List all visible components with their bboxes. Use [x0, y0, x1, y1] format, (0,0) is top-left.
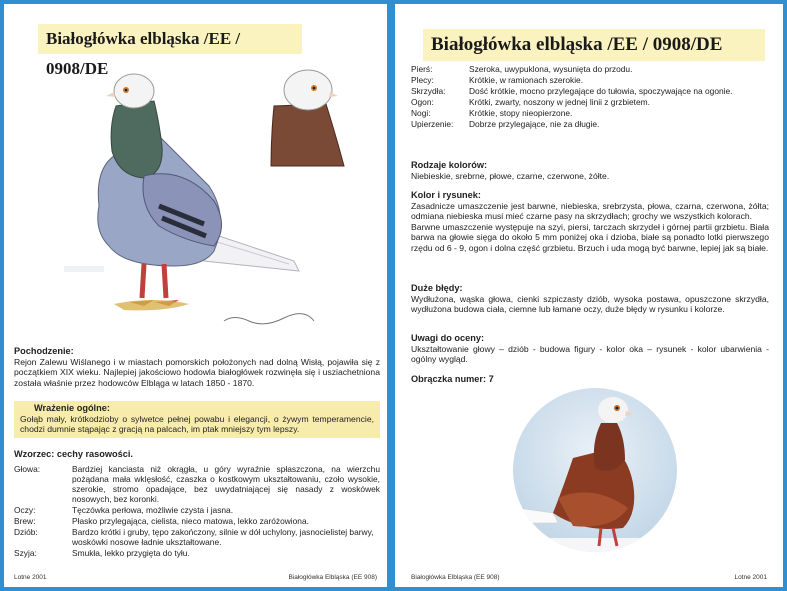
uwagi-section [411, 333, 769, 365]
rodzaje-heading: Rodzaje kolorów: [411, 160, 488, 170]
trait-row [14, 464, 380, 504]
trait-row [411, 86, 771, 96]
trait-key: Plecy: [411, 75, 434, 85]
trait-value: Bardzo krótki i gruby, tępo zakończony, silnie w dół uchylony, jasnocielistej barwy, woskówki nosowe ładnie ukształtowane. [72, 527, 374, 547]
trait-value: Krótkie, w ramionach szerokie. [469, 75, 584, 85]
rodzaje-section [411, 160, 771, 181]
pochodzenie-heading: Pochodzenie: [14, 346, 74, 356]
trait-value: Szeroka, uwypuklona, wysunięta do przodu. [469, 64, 633, 74]
trait-key: Brew: [14, 516, 36, 526]
uwagi-text: Ukształtowanie głowy – dziób - budowa figury - kolor oka – rysunek - kolor ubarwienia - ogólny wygląd. [411, 343, 769, 365]
trait-key: Oczy: [14, 505, 36, 515]
trait-key: Upierzenie: [411, 119, 454, 129]
trait-key: Nogi: [411, 108, 431, 118]
trait-key: Pierś: [411, 64, 433, 74]
trait-row [411, 75, 771, 85]
wrazenie-text: Gołąb mały, krótkodzioby o sylwetce pełnej powabu i elegancji, o żywym temperamencie, chodzi dumnie stąpając z gracją na palcach, im ptak mniejszy tym lepszy. [20, 413, 374, 435]
trait-row [411, 64, 771, 74]
kolor-text-2: Barwne umaszczenie występuje na szyi, piersi, tarczach skrzydeł i górnej partii grzbietu. Biała barwa na głowie sięga do około 5 mm poniżej oka i dzioba, białe są ponadto lotki pierwszego rzędu od 6 - 9, ogon i dolna część grzbietu. Brzuch i uda mogą być barwne, lepiej jak są białe. [411, 221, 769, 253]
wzorzec-heading-text: Wzorzec: cechy rasowości. [14, 449, 133, 459]
right-page [395, 4, 783, 587]
trait-value: Dobrze przylegające, nie za długie. [469, 119, 600, 129]
rodzaje-text: Niebieskie, srebrne, płowe, czarne, czerwone, żółte. [411, 170, 610, 181]
kolor-text-1: Zasadnicze umaszczenie jest barwne, niebieska, srebrzysta, płowa, czarna, czerwona, żółta; odmiana niebieska musi mieć czarne pasy na skrzydłach; grochy we wszystkich kolorach. [411, 200, 769, 222]
pochodzenie-section [14, 346, 380, 388]
trait-value: Krótki, zwarty, noszony w jednej linii z grzbietem. [469, 97, 650, 107]
trait-key: Szyja: [14, 548, 37, 558]
left-traits-table [14, 464, 380, 559]
pigeon-photo [513, 388, 677, 552]
bledy-heading: Duże błędy: [411, 283, 463, 293]
obraczka-text: Obrączka numer: 7 [411, 374, 494, 384]
trait-row [411, 97, 771, 107]
right-title: Białogłówka elbląska /EE / 0908/DE [423, 29, 765, 61]
right-footer-left: Białogłówka Elbląska (EE 908) [411, 574, 500, 581]
trait-value: Dość krótkie, mocno przylegające do tułowia, spoczywające na ogonie. [469, 86, 733, 96]
trait-key: Głowa: [14, 464, 41, 474]
trait-row [14, 527, 380, 547]
kolor-section [411, 190, 769, 254]
right-traits-table [411, 64, 771, 130]
trait-row [411, 119, 771, 129]
bledy-text: Wydłużona, wąska głowa, cienki szpiczasty dziób, wysoka postawa, opuszczone skrzydła, wydłużona budowa ciała, ciemne lub łamane oczy, duże błędy w rysunku i kolorze. [411, 293, 769, 315]
trait-row [14, 505, 380, 515]
trait-value: Bardziej kanciasta niż okrągła, u góry wyraźnie spłaszczona, na wierzchu pożądana mała wklęsłość, czaszka o kostkowym ukształtowaniu, czoło wysokie, szerokie, stromo opadające, bez uwydatniającej się nasady z woskówek nosowych, bez koronki. [72, 464, 380, 504]
trait-value: Płasko przylegająca, cielista, nieco matowa, lekko zaróżowiona. [72, 516, 309, 526]
wrazenie-section [14, 401, 380, 438]
trait-row [411, 108, 771, 118]
trait-key: Skrzydła: [411, 86, 446, 96]
wzorzec-heading [14, 449, 133, 460]
left-title: Białogłówka elbląska /EE / 0908/DE [38, 24, 302, 54]
left-page [4, 4, 387, 587]
right-footer-right: Lotne 2001 [734, 574, 767, 581]
pochodzenie-text: Rejon Zalewu Wiślanego i w miastach pomorskich położonych nad dolną Wisłą, pojawiła się z początkiem XIX wieku. Najlepiej jakościowo hodowla białogłówek rozwinęła się i usziachetniona została właśnie przez hodowców Elbląga w latach 1850 - 1870. [14, 356, 380, 388]
trait-row [14, 548, 380, 558]
wrazenie-heading: Wrażenie ogólne: [34, 403, 110, 413]
head-detail-illustration [266, 66, 346, 171]
trait-value: Smukła, lekko przygięta do tyłu. [72, 548, 190, 558]
trait-value: Krótkie, stopy nieopierzone. [469, 108, 573, 118]
bledy-section [411, 283, 769, 315]
trait-row [14, 516, 380, 526]
uwagi-heading: Uwagi do oceny: [411, 333, 484, 343]
obraczka-label [411, 374, 494, 385]
left-footer-left: Lotne 2001 [14, 574, 47, 581]
trait-key: Dziób: [14, 527, 38, 537]
left-footer-right: Białogłówka Elbląska (EE 908) [288, 574, 377, 581]
trait-key: Ogon: [411, 97, 434, 107]
kolor-heading: Kolor i rysunek: [411, 190, 481, 200]
trait-value: Tęczówka perłowa, możliwie czysta i jasna. [72, 505, 234, 515]
